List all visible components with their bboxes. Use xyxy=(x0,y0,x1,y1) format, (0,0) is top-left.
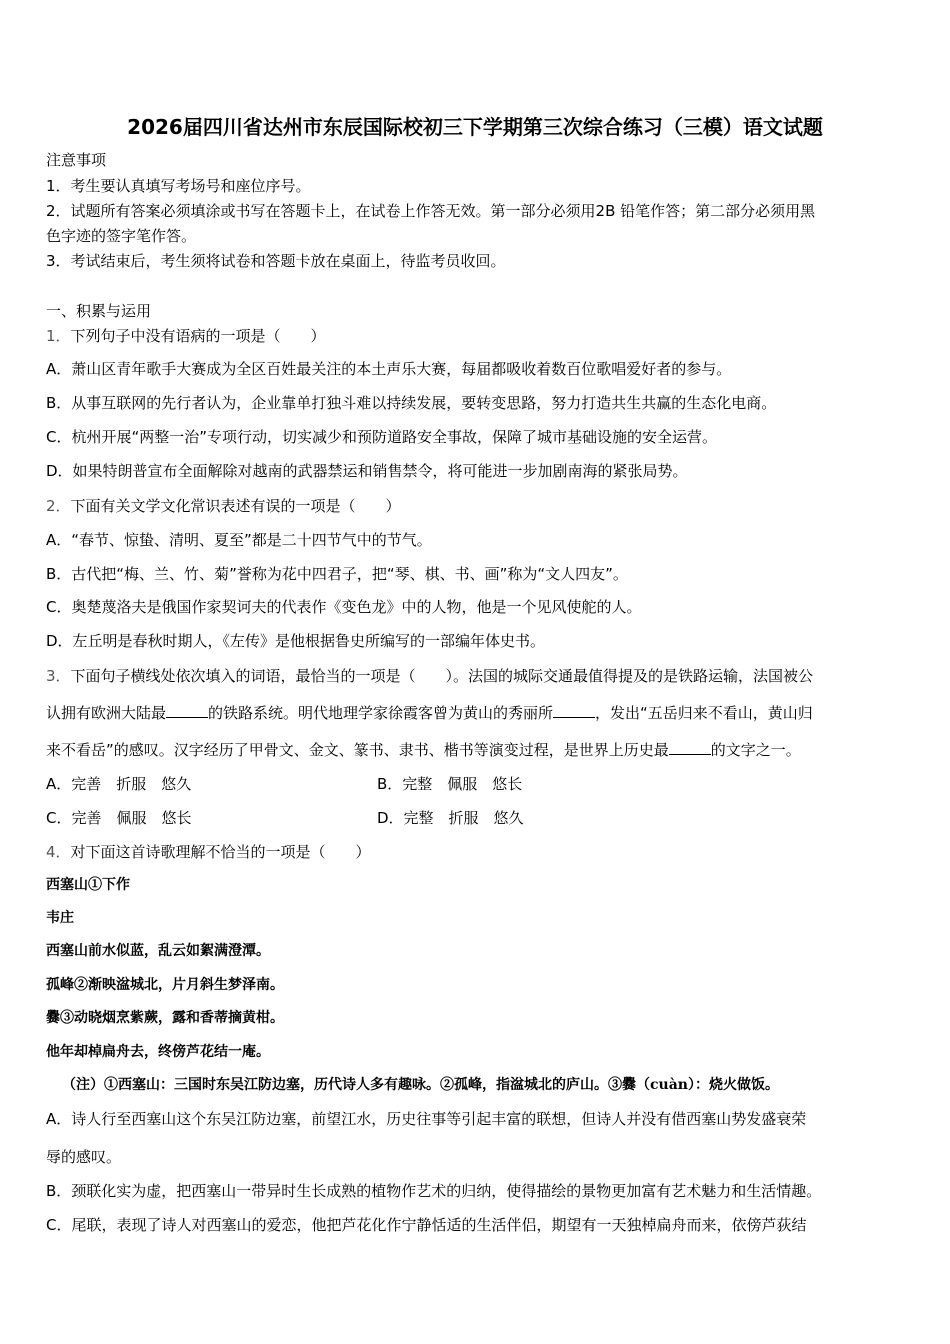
question-3 xyxy=(46,666,813,686)
option: B．颈联化实为虚，把西塞山一带异时生长成熟的植物作艺术的归纳，使得描绘的景物更加富有艺术魅力和生活情趣。 xyxy=(46,1182,822,1200)
question-stem: 对下面这首诗歌理解不恰当的一项是（ ） xyxy=(70,843,371,861)
option: C．完善 佩服 悠长 xyxy=(46,809,192,827)
question-1 xyxy=(46,326,326,346)
question-number: 4． xyxy=(46,843,71,861)
question-number: 2． xyxy=(46,497,71,515)
poem-line: 西塞山前水似蓝，乱云如絮满澄潭。 xyxy=(46,943,270,959)
question-number: 1． xyxy=(46,327,71,345)
poem-line: 他年却棹扁舟去，终傍芦花结一庵。 xyxy=(46,1044,270,1060)
option: B．古代把“梅、兰、竹、菊”誉称为花中四君子，把“琴、棋、书、画”称为“文人四友”。 xyxy=(46,565,628,583)
notice-item: 1．考生要认真填写考场号和座位序号。 xyxy=(46,177,311,195)
option: C．奥楚蔑洛夫是俄国作家契诃夫的代表作《变色龙》中的人物，他是一个见风使舵的人。 xyxy=(46,598,642,616)
poem-title: 西塞山①下作 xyxy=(46,877,130,893)
question-stem: 下面有关文学文化常识表述有误的一项是（ ） xyxy=(70,497,401,515)
notice-item: 3．考试结束后，考生须将试卷和答题卡放在桌面上，待监考员收回。 xyxy=(46,252,506,270)
poem-line: 孤峰②渐映湓城北，片月斜生梦泽南。 xyxy=(46,977,284,993)
question-number: 3． xyxy=(46,667,71,685)
poem-note: （注）①西塞山：三国时东吴江防边塞，历代诗人多有趣咏。②孤峰，指湓城北的庐山。③爨（cuàn）：烧火做饭。 xyxy=(62,1077,779,1093)
option: D．完整 折服 悠久 xyxy=(377,809,524,827)
option: A．诗人行至西塞山这个东吴江防边塞，前望江水，历史往事等引起丰富的联想，但诗人并没有借西塞山势发盛衰荣 xyxy=(46,1110,807,1128)
blank xyxy=(166,703,208,718)
option: C．杭州开展“两整一治”专项行动，切实减少和预防道路安全事故，保障了城市基础设施的安全运营。 xyxy=(46,428,718,446)
text: 的铁路系统。明代地理学家徐霞客曾为黄山的秀丽所 xyxy=(208,704,554,722)
option: A．“春节、惊蛰、清明、夏至”都是二十四节气中的节气。 xyxy=(46,531,432,549)
question-stem: 下列句子中没有语病的一项是（ ） xyxy=(70,327,326,345)
option: A．萧山区青年歌手大赛成为全区百姓最关注的本土声乐大赛，每届都吸收着数百位歌唱爱好者的参与。 xyxy=(46,360,732,378)
option: D．左丘明是春秋时期人，《左传》是他根据鲁史所编写的一部编年体史书。 xyxy=(46,632,546,650)
question-stem: 下面句子横线处依次填入的词语，最恰当的一项是（ ）。法国的城际交通最值得提及的是铁路运输，法国被公 xyxy=(70,667,814,685)
text: 的文字之一。 xyxy=(710,741,801,759)
question-text xyxy=(46,703,813,723)
option: C．尾联，表现了诗人对西塞山的爱恋，他把芦花化作宁静恬适的生活伴侣，期望有一天独棹扁舟而来，依傍芦荻结 xyxy=(46,1216,807,1234)
text: 认拥有欧洲大陆最 xyxy=(46,704,167,722)
poem-line: 爨③动晓烟烹紫蕨，露和香蒂摘黄柑。 xyxy=(46,1010,284,1026)
option: B．完整 佩服 悠长 xyxy=(377,775,523,793)
question-text xyxy=(46,740,801,760)
question-4 xyxy=(46,842,371,862)
text: ，发出“五岳归来不看山，黄山归 xyxy=(595,704,813,722)
question-2 xyxy=(46,496,401,516)
option: 辱的感叹。 xyxy=(46,1148,122,1166)
notice-item: 2．试题所有答案必须填涂或书写在答题卡上，在试卷上作答无效。第一部分必须用2B 铅笔作答；第二部分必须用黑 xyxy=(46,202,816,220)
section-heading: 一、积累与运用 xyxy=(46,302,152,320)
blank xyxy=(669,740,711,755)
option: A．完善 折服 悠久 xyxy=(46,775,192,793)
option: D．如果特朗普宣布全面解除对越南的武器禁运和销售禁令，将可能进一步加剧南海的紧张局势。 xyxy=(46,462,688,480)
page-title: 2026届四川省达州市东辰国际校初三下学期第三次综合练习（三模）语文试题 xyxy=(127,115,823,139)
poem-author: 韦庄 xyxy=(46,910,74,926)
notice-item: 色字迹的签字笔作答。 xyxy=(46,227,197,245)
option: B．从事互联网的先行者认为，企业靠单打独斗难以持续发展，要转变思路，努力打造共生共赢的生态化电商。 xyxy=(46,394,777,412)
notice-heading: 注意事项 xyxy=(46,151,107,169)
blank xyxy=(553,703,595,718)
text: 来不看岳”的感叹。汉字经历了甲骨文、金文、篆书、隶书、楷书等演变过程，是世界上历史最 xyxy=(46,741,669,759)
